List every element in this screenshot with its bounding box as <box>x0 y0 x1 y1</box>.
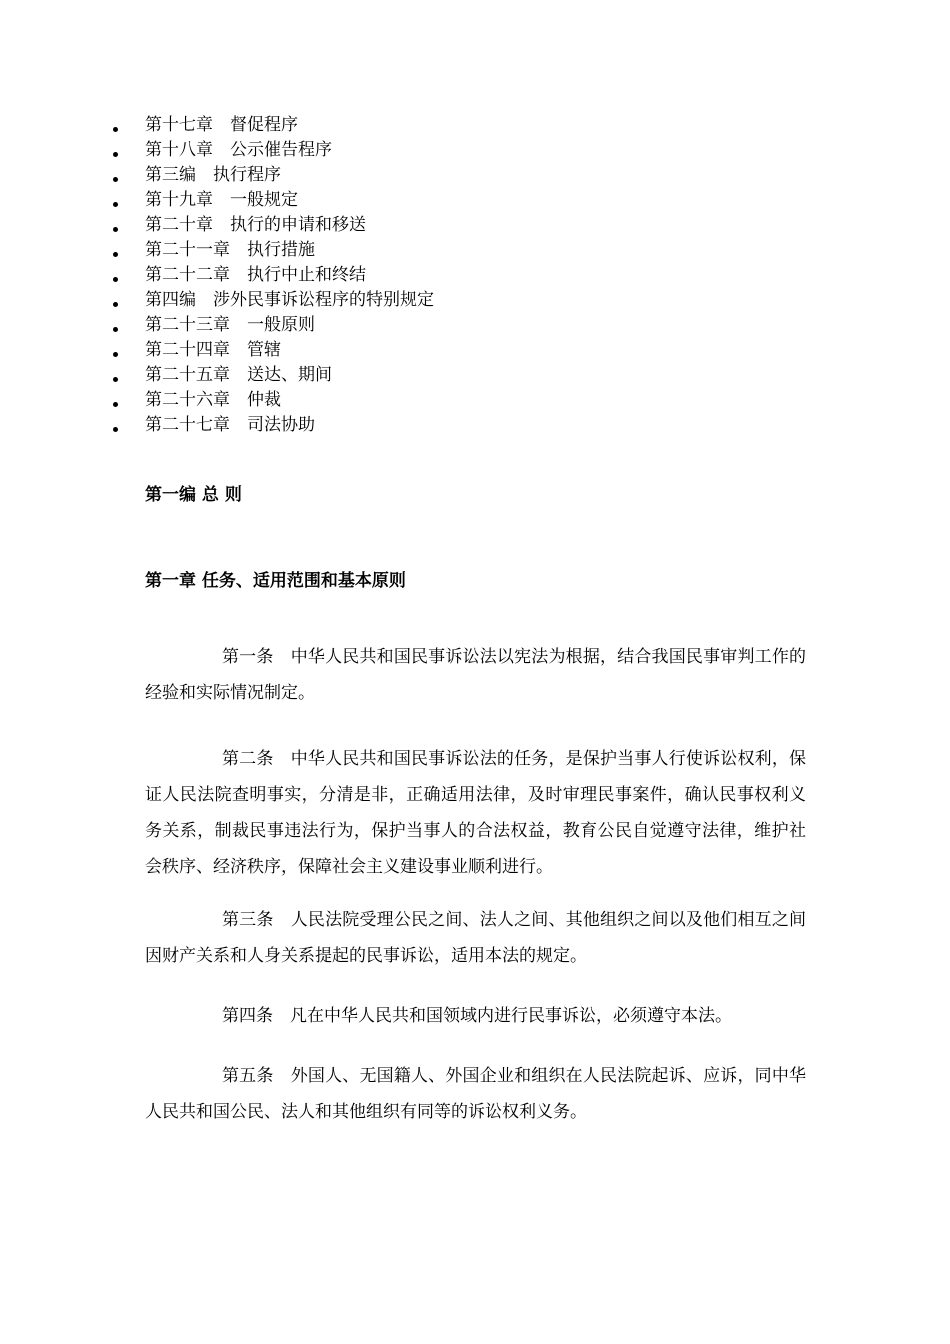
bullet-icon <box>113 302 118 307</box>
toc-item-label[interactable]: 第十七章 督促程序 <box>145 115 298 135</box>
toc-item-label[interactable]: 第二十四章 管辖 <box>145 340 281 360</box>
toc-item-label[interactable]: 第二十章 执行的申请和移送 <box>145 215 366 235</box>
bullet-icon <box>113 377 118 382</box>
toc-item-label[interactable]: 第二十二章 执行中止和终结 <box>145 265 366 285</box>
bullet-icon <box>113 227 118 232</box>
bullet-icon <box>113 127 118 132</box>
bullet-icon <box>113 427 118 432</box>
toc-item-label[interactable]: 第二十七章 司法协助 <box>145 415 315 435</box>
bullet-icon <box>113 327 118 332</box>
chapter-heading: 第一章 任务、适用范围和基本原则 <box>145 571 406 591</box>
toc-item-label[interactable]: 第二十五章 送达、期间 <box>145 365 332 385</box>
article-paragraph: 第五条 外国人、无国籍人、外国企业和组织在人民法院起诉、应诉，同中华人民共和国公民、法人和其他组织有同等的诉讼权利义务。 <box>145 1066 806 1122</box>
article-paragraph: 第四条 凡在中华人民共和国领域内进行民事诉讼，必须遵守本法。 <box>222 1006 732 1026</box>
article-paragraph: 第一条 中华人民共和国民事诉讼法以宪法为根据，结合我国民事审判工作的经验和实际情况制定。 <box>145 647 806 703</box>
article-paragraph: 第三条 人民法院受理公民之间、法人之间、其他组织之间以及他们相互之间因财产关系和人身关系提起的民事诉讼，适用本法的规定。 <box>145 910 806 966</box>
bullet-icon <box>113 252 118 257</box>
bullet-icon <box>113 277 118 282</box>
toc-item-label[interactable]: 第二十三章 一般原则 <box>145 315 315 335</box>
toc-item-label[interactable]: 第四编 涉外民事诉讼程序的特别规定 <box>145 290 434 310</box>
bullet-icon <box>113 152 118 157</box>
bullet-icon <box>113 177 118 182</box>
bullet-icon <box>113 402 118 407</box>
toc-item-label[interactable]: 第二十一章 执行措施 <box>145 240 315 260</box>
part-heading: 第一编 总 则 <box>145 485 242 505</box>
article-paragraph: 第二条 中华人民共和国民事诉讼法的任务，是保护当事人行使诉讼权利，保证人民法院查明事实，分清是非，正确适用法律，及时审理民事案件，确认民事权利义务关系，制裁民事违法行为，保护当事人的合法权益，教育公民自觉遵守法律，维护社会秩序、经济秩序，保障社会主义建设事业顺利进行。 <box>145 749 806 877</box>
toc-item-label[interactable]: 第十八章 公示催告程序 <box>145 140 332 160</box>
bullet-icon <box>113 352 118 357</box>
toc-item-label[interactable]: 第十九章 一般规定 <box>145 190 298 210</box>
bullet-icon <box>113 202 118 207</box>
toc-item-label[interactable]: 第二十六章 仲裁 <box>145 390 281 410</box>
toc-item-label[interactable]: 第三编 执行程序 <box>145 165 281 185</box>
